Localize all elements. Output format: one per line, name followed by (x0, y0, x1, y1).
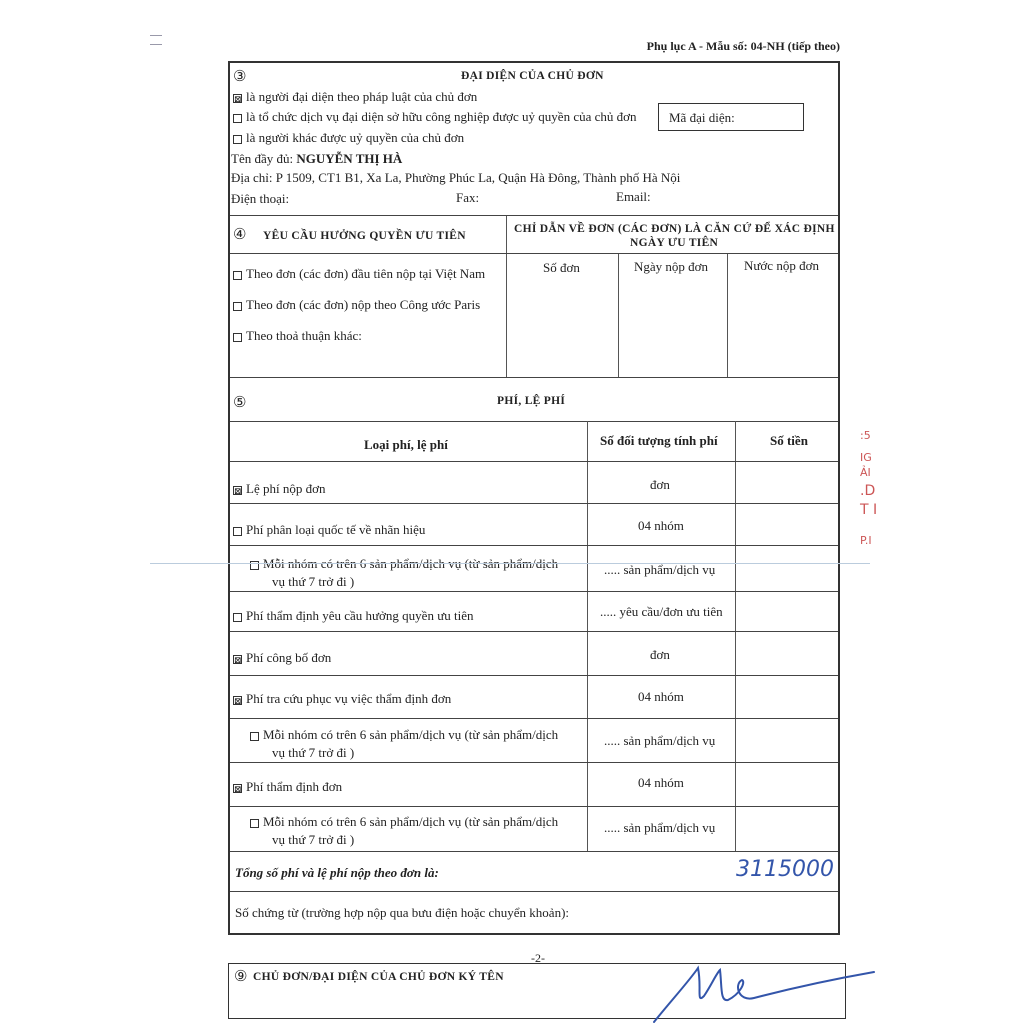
fee-label: Mỗi nhóm có trên 6 sản phẩm/dịch vụ (từ sản phẩm/dịch (263, 556, 559, 571)
fee-label-cont: vụ thứ 7 trở đi ) (272, 574, 355, 589)
option-label: Theo đơn (các đơn) đầu tiên nộp tại Việt Nam (246, 266, 486, 281)
fee-label: Mỗi nhóm có trên 6 sản phẩm/dịch vụ (từ sản phẩm/dịch (263, 727, 559, 742)
fee-count: đơn (650, 477, 670, 492)
signature-stroke (654, 968, 874, 1022)
checkbox-checked[interactable]: ⊠ (234, 654, 242, 665)
fullname-row (231, 151, 402, 167)
divider (230, 253, 838, 254)
divider (230, 503, 838, 504)
divider (230, 461, 838, 462)
section4-right-title-2: NGÀY ƯU TIÊN (630, 237, 719, 249)
fee-count: đơn (650, 647, 670, 662)
col-application-no: Số đơn (543, 260, 580, 275)
section9-number: ⑨ (234, 969, 248, 985)
address: Địa chỉ: P 1509, CT1 B1, Xa La, Phường Phúc La, Quận Hà Đông, Thành phố Hà Nội (231, 170, 681, 185)
stamp-fragment: IG (860, 451, 872, 464)
form-frame (228, 61, 840, 935)
email-label: Email: (616, 189, 651, 204)
rep-code-box[interactable] (658, 103, 804, 131)
divider (230, 215, 838, 216)
fee-label: Phí tra cứu phục vụ việc thẩm định đơn (246, 691, 452, 706)
col-fee-type: Loại phí, lệ phí (364, 437, 448, 452)
checkbox[interactable] (233, 135, 242, 144)
stamp-fragment: ẢI (860, 466, 871, 479)
phone-label: Điện thoại: (231, 191, 290, 206)
fee-label: Phí công bố đơn (246, 650, 332, 665)
page-number: -2- (531, 951, 545, 965)
fee-count: ..... yêu cầu/đơn ưu tiên (600, 604, 723, 619)
fee-count: 04 nhóm (638, 518, 684, 533)
option-label: là người khác được uỷ quyền của chủ đơn (246, 130, 465, 145)
option-label: là tổ chức dịch vụ đại diện sở hữu công nghiệp được uỷ quyền của chủ đơn (246, 109, 637, 124)
fullname-label: Tên đầy đủ: (231, 151, 294, 166)
section3-number: ③ (233, 69, 247, 85)
rep-code-label: Mã đại diện: (669, 110, 735, 125)
priority-option-3[interactable] (233, 328, 362, 344)
divider (618, 254, 619, 378)
fee-label: Phí phân loại quốc tế về nhãn hiệu (246, 522, 426, 537)
total-label: Tổng số phí và lệ phí nộp theo đơn là: (235, 865, 439, 880)
section3-option-2[interactable] (233, 109, 637, 125)
divider (230, 545, 838, 546)
stamp-fragment: T I (860, 502, 878, 518)
checkbox[interactable] (250, 732, 259, 741)
fee-row-examination[interactable] (233, 779, 342, 795)
checkbox-checked[interactable]: ⊠ (234, 783, 242, 794)
divider (727, 254, 728, 378)
divider (230, 675, 838, 676)
voucher-label: Số chứng từ (trường hợp nộp qua bưu điện hoặc chuyển khoản): (235, 905, 570, 920)
scan-line (150, 563, 870, 564)
fee-label: Mỗi nhóm có trên 6 sản phẩm/dịch vụ (từ sản phẩm/dịch (263, 814, 559, 829)
section5-number: ⑤ (233, 395, 247, 411)
checkbox[interactable] (233, 613, 242, 622)
section3-option-1[interactable] (233, 89, 477, 105)
col-fee-count: Số đối tượng tính phí (600, 433, 718, 448)
fee-row-extra-products[interactable] (250, 814, 558, 830)
fee-row-classification[interactable] (233, 522, 425, 538)
option-label: Theo thoả thuận khác: (246, 328, 362, 343)
stamp-fragment: P.I (860, 534, 872, 547)
checkbox[interactable] (233, 114, 242, 123)
section4-left-title: YÊU CẦU HƯỞNG QUYỀN ƯU TIÊN (263, 230, 466, 242)
fee-count: ..... sản phẩm/dịch vụ (604, 820, 716, 835)
checkbox[interactable] (233, 271, 242, 280)
fee-row-extra-products[interactable] (250, 556, 558, 572)
fee-label-cont: vụ thứ 7 trở đi ) (272, 832, 355, 847)
divider (230, 762, 838, 763)
divider (230, 718, 838, 719)
form-label: Phụ lục A - Mẫu số: 04-NH (tiếp theo) (646, 39, 840, 53)
section5-title: PHÍ, LỆ PHÍ (497, 395, 566, 407)
fee-label: Lệ phí nộp đơn (246, 481, 326, 496)
checkbox[interactable] (233, 333, 242, 342)
fax-label: Fax: (456, 190, 480, 205)
fee-row-publication[interactable] (233, 650, 331, 666)
option-label: là người đại diện theo pháp luật của chủ đơn (246, 89, 478, 104)
checkbox[interactable] (250, 561, 259, 570)
fee-label-cont: vụ thứ 7 trở đi ) (272, 745, 355, 760)
fee-row-extra-products[interactable] (250, 727, 558, 743)
fee-label: Phí thẩm định đơn (246, 779, 343, 794)
col-filing-date: Ngày nộp đơn (634, 259, 709, 274)
divider (230, 377, 838, 378)
divider (230, 421, 838, 422)
fee-count: 04 nhóm (638, 775, 684, 790)
stamp-fragment: .D (860, 483, 876, 499)
priority-option-2[interactable] (233, 297, 480, 313)
divider (230, 806, 838, 807)
divider (506, 216, 507, 378)
checkbox-checked[interactable]: ⊠ (234, 93, 242, 104)
page-corner-mark (150, 35, 162, 45)
section3-option-3[interactable] (233, 130, 464, 146)
fee-count: ..... sản phẩm/dịch vụ (604, 733, 716, 748)
divider (230, 591, 838, 592)
fee-row-filing[interactable] (233, 481, 325, 497)
fee-row-priority-review[interactable] (233, 608, 474, 624)
section9-title: CHỦ ĐƠN/ĐẠI DIỆN CỦA CHỦ ĐƠN KÝ TÊN (253, 971, 504, 983)
section3-title: ĐẠI DIỆN CỦA CHỦ ĐƠN (461, 70, 604, 82)
divider (230, 891, 838, 892)
fee-count: 04 nhóm (638, 689, 684, 704)
checkbox[interactable] (233, 302, 242, 311)
divider (230, 851, 838, 852)
priority-option-1[interactable] (233, 266, 485, 282)
checkbox[interactable] (250, 819, 259, 828)
section4-number: ④ (233, 227, 247, 243)
col-filing-country: Nước nộp đơn (744, 258, 819, 273)
col-fee-amount: Số tiền (770, 433, 808, 448)
fee-count: ..... sản phẩm/dịch vụ (604, 562, 716, 577)
signature-image (650, 960, 880, 1024)
total-value-handwritten: 3115000 (736, 857, 834, 882)
divider (735, 421, 736, 851)
option-label: Theo đơn (các đơn) nộp theo Công ước Paris (246, 297, 481, 312)
checkbox-checked[interactable]: ⊠ (234, 695, 242, 706)
stamp-fragment: :5 (860, 429, 871, 442)
divider (587, 421, 588, 851)
fee-label: Phí thẩm định yêu cầu hưởng quyền ưu tiên (246, 608, 474, 623)
checkbox[interactable] (233, 527, 242, 536)
section4-right-title-1: CHỈ DẪN VỀ ĐƠN (CÁC ĐƠN) LÀ CĂN CỨ ĐỂ XÁC ĐỊNH (514, 223, 835, 235)
divider (230, 631, 838, 632)
fullname-value: NGUYỄN THỊ HÀ (296, 151, 403, 166)
fee-row-search[interactable] (233, 691, 451, 707)
checkbox-checked[interactable]: ⊠ (234, 485, 242, 496)
